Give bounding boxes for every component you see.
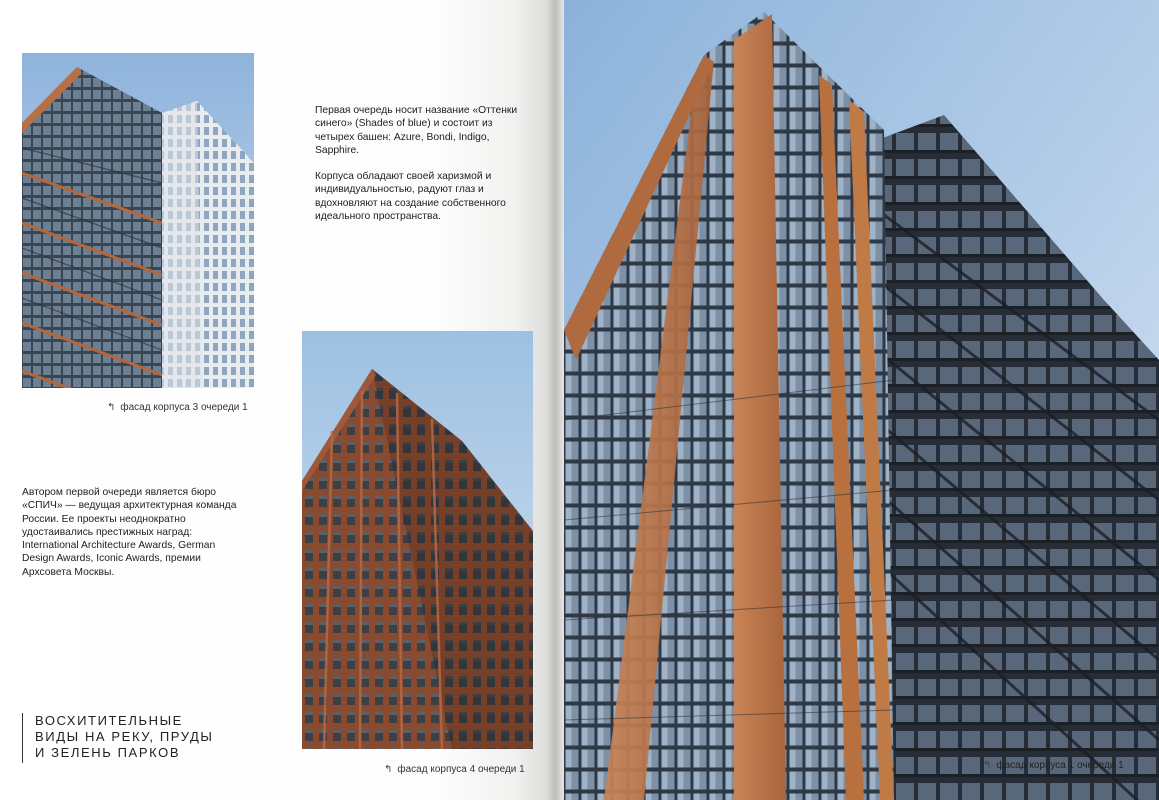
turn-arrow-icon: ↰ <box>107 402 116 413</box>
intro-paragraph-2: Корпуса обладают своей харизмой и индивидуальностью, радуют глаз и вдохновляют на создание собственного идеального пространства. <box>315 171 506 223</box>
author-paragraph: Автором первой очереди является бюро «СПИЧ» — ведущая архитектурная команда России. Ее проекты неоднократно удостаивались престижных наград: International Architecture Awards, German Design Awards, Iconic Awards, премии Архсовета Москвы. <box>22 487 237 578</box>
photo-3-caption: ↰ фасад корпуса 1 очереди 1 <box>983 760 1124 771</box>
headline <box>22 713 214 763</box>
turn-arrow-icon: ↰ <box>983 760 992 771</box>
facade-photo-corpus-4 <box>302 331 533 749</box>
headline-line-3: И ЗЕЛЕНЬ ПАРКОВ <box>35 745 181 760</box>
turn-arrow-icon: ↰ <box>384 764 393 775</box>
intro-text <box>315 104 525 223</box>
author-text <box>22 486 242 579</box>
left-page <box>0 0 548 800</box>
page-gutter <box>548 0 564 800</box>
intro-paragraph-1: Первая очередь носит название «Оттенки синего» (Shades of blue) и состоит из четырех башен: Azure, Bondi, Indigo, Sapphire. <box>315 105 518 156</box>
photo-1-caption: ↰ фасад корпуса 3 очереди 1 <box>107 402 248 413</box>
headline-line-2: ВИДЫ НА РЕКУ, ПРУДЫ <box>35 729 214 744</box>
facade-photo-corpus-3 <box>22 53 254 388</box>
facade-photo-corpus-1 <box>564 0 1159 800</box>
right-page <box>564 0 1159 800</box>
photo-2-caption: ↰ фасад корпуса 4 очереди 1 <box>384 764 525 775</box>
headline-line-1: ВОСХИТИТЕЛЬНЫЕ <box>35 713 183 728</box>
